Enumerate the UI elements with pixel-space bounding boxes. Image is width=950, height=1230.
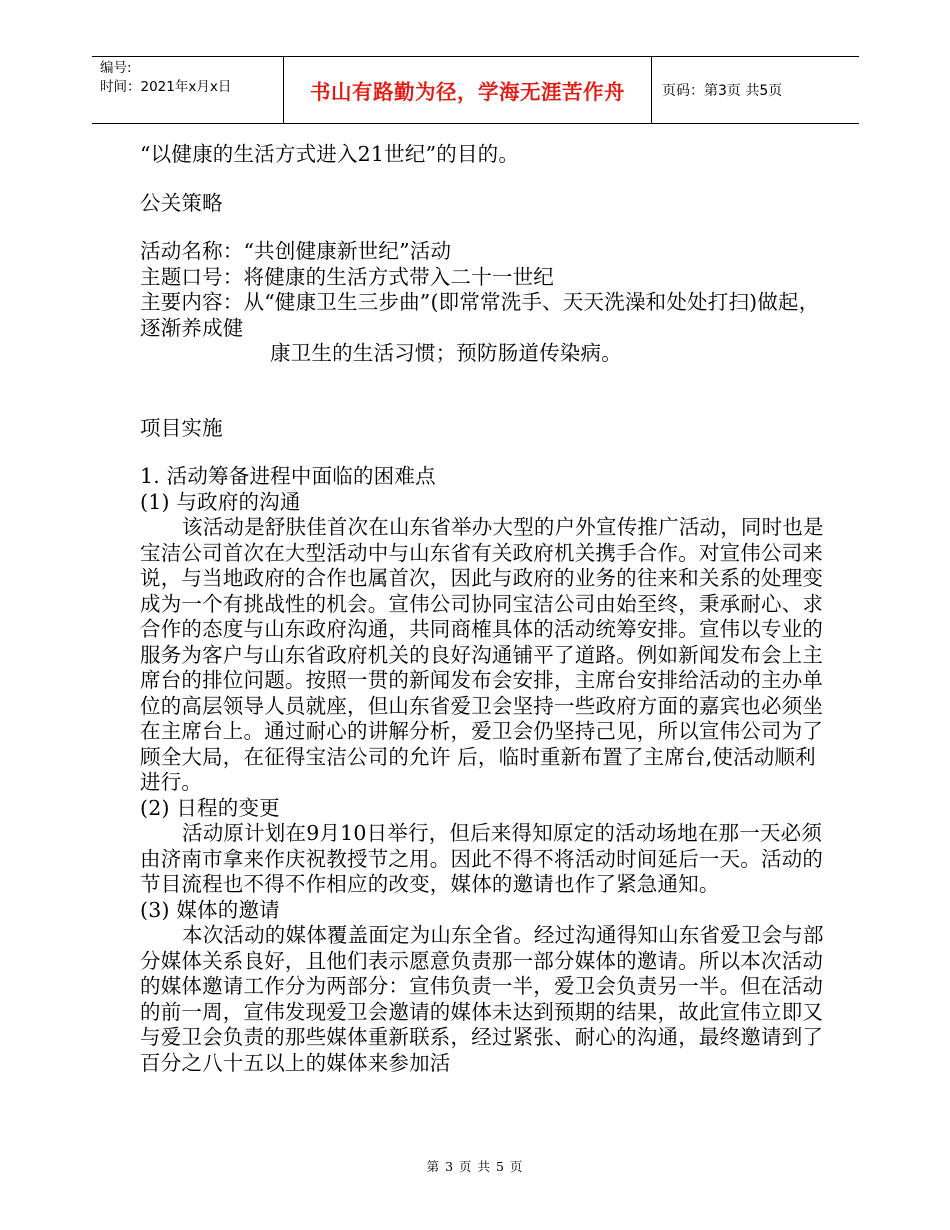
subheading-government: (1) 与政府的沟通 (140, 489, 301, 514)
paragraph-schedule: 活动原计划在9月10日举行，但后来得知原定的活动场地在那一天必须由济南市拿来作庆祝教授节之用。因此不得不将活动时间延后一天。活动的节目流程也不得不作相应的改变，媒体的邀请也作了紧急通知。 (140, 821, 824, 896)
subheading-media: (3) 媒体的邀请 (140, 897, 280, 922)
header-motto: 书山有路勤为径，学海无涯苦作舟 (284, 57, 652, 123)
paragraph-government: 该活动是舒肤佳首次在山东省举办大型的户外宣传推广活动，同时也是宝洁公司首次在大型活动中与山东省有关政府机关携手合作。对宣伟公司来说，与当地政府的合作也属首次，因此与政府的业务的往来和关系的处理变成为一个有挑战性的机会。宣伟公司协同宝洁公司由始至终，秉承耐心、求合作的态度与山东政府沟通，共同商榷具体的活动统筹安排。宣伟以专业的服务为客户与山东省政府机关的良好沟通铺平了道路。例如新闻发布会上主席台的排位问题。按照一贯的新闻发布会安排，主席台安排给活动的主办单位的高层领导人员就座，但山东省爱卫会坚持一些政府方面的嘉宾也必须坐在主席台上。通过耐心的讲解分析，爱卫会仍坚持己见，所以宣伟公司为了顾全大局，在征得宝洁公司的允许 后，临时重新布置了主席台,使活动顺利进行。 (140, 515, 824, 794)
activity-name: 活动名称：“共创健康新世纪”活动 (140, 239, 452, 263)
slogan: 主题口号：将健康的生活方式带入二十一世纪 (140, 264, 554, 289)
heading-implementation: 项目实施 (140, 415, 223, 440)
header-meta (92, 57, 284, 123)
heading-difficulties: 1. 活动筹备进程中面临的困难点 (140, 464, 436, 488)
header-page-info: 页码：第3页 共5页 (662, 83, 783, 99)
page-header (92, 56, 859, 124)
header-time-label: 时间：2021年x月x日 (100, 79, 232, 95)
main-content-continuation: 康卫生的生活习惯；预防肠道传染病。 (270, 341, 622, 365)
document-body (140, 142, 825, 1076)
paragraph-media: 本次活动的媒体覆盖面定为山东全省。经过沟通得知山东省爱卫会与部分媒体关系良好，且他们表示愿意负责那一部分媒体的邀请。所以本次活动的媒体邀请工作分为两部分：宣伟负责一半，爱卫会负责另一半。但在活动的前一周，宣伟发现爱卫会邀请的媒体未达到预期的结果，故此宣伟立即又与爱卫会负责的那些媒体重新联系，经过紧张、耐心的沟通，最终邀请到了百分之八十五以上的媒体来参加活 (140, 923, 824, 1075)
main-content: 主要内容：从“健康卫生三步曲”(即常常洗手、天天洗澡和处处打扫)做起，逐渐养成健 (140, 290, 820, 340)
header-code-label: 编号: (100, 60, 132, 76)
page-footer: 第 3 页 共 5 页 (426, 1159, 524, 1174)
heading-pr-strategy: 公关策略 (140, 190, 223, 215)
subheading-schedule: (2) 日程的变更 (140, 795, 280, 820)
paragraph-intro: “以健康的生活方式进入21世纪”的目的。 (140, 142, 520, 166)
